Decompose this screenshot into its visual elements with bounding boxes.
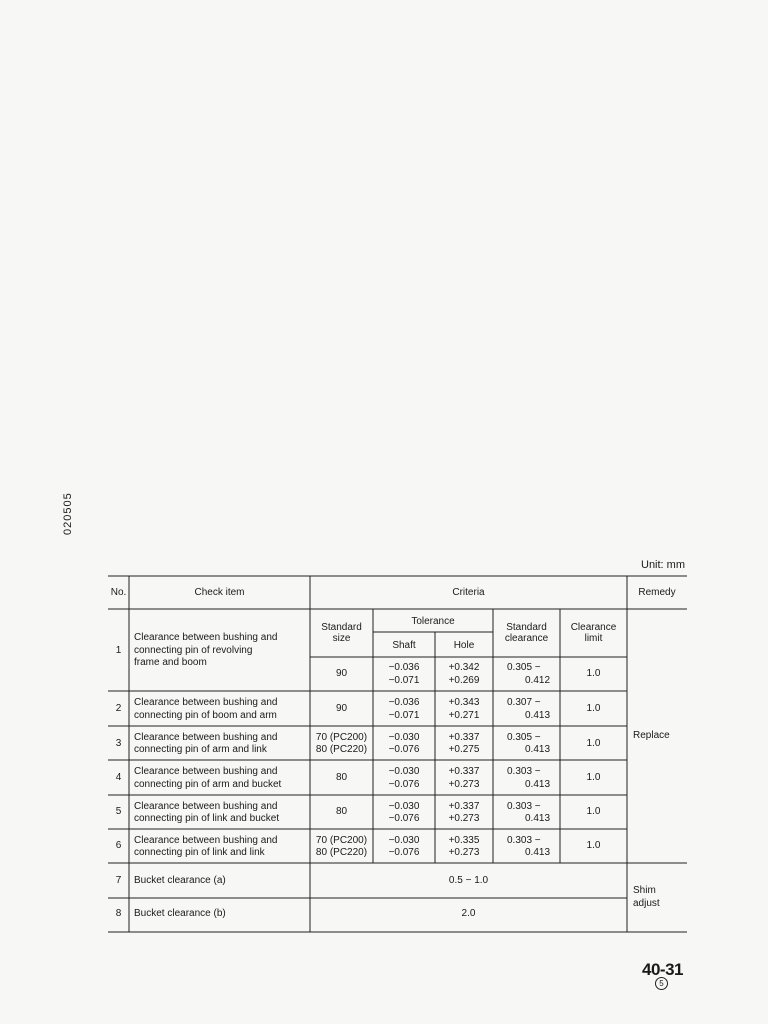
row-3-shaft-upper: −0.030 bbox=[388, 732, 420, 743]
page-number: 40-31 bbox=[642, 960, 683, 979]
row-3-limit: 1.0 bbox=[586, 738, 601, 749]
row-3-size-pc200: 70 (PC200) bbox=[315, 732, 368, 743]
header-standard-size-1: Standard bbox=[321, 622, 362, 633]
row-6-item-line-2: connecting pin of link and link bbox=[134, 847, 265, 858]
header-no: No. bbox=[110, 587, 127, 598]
unit-label: Unit: mm bbox=[641, 559, 685, 571]
row-1-no: 1 bbox=[115, 645, 122, 656]
row-8-no: 8 bbox=[115, 908, 122, 919]
row-3-hole-upper: +0.337 bbox=[448, 732, 480, 743]
row-6-shaft-upper: −0.030 bbox=[388, 835, 420, 846]
row-2-std-clearance-min: 0.307 − bbox=[507, 697, 541, 708]
row-6-hole-lower: +0.273 bbox=[448, 847, 480, 858]
row-6-limit: 1.0 bbox=[586, 840, 601, 851]
row-3-item-line-1: Clearance between bushing and bbox=[134, 732, 278, 743]
row-2-limit: 1.0 bbox=[586, 703, 601, 714]
row-4-size: 80 bbox=[335, 772, 348, 783]
row-2-shaft-upper: −0.036 bbox=[388, 697, 420, 708]
row-6-item-line-1: Clearance between bushing and bbox=[134, 835, 278, 846]
header-shaft: Shaft bbox=[392, 640, 416, 651]
row-4-std-clearance-max: 0.413 bbox=[525, 779, 551, 790]
row-7-no: 7 bbox=[115, 875, 122, 886]
row-4-item-line-2: connecting pin of arm and bucket bbox=[134, 779, 282, 790]
row-1-item-line-2: connecting pin of revolving bbox=[134, 645, 253, 656]
row-6-std-clearance-max: 0.413 bbox=[525, 847, 551, 858]
row-5-no: 5 bbox=[115, 806, 122, 817]
header-clearance-limit-1: Clearance bbox=[570, 622, 617, 633]
row-3-std-clearance-max: 0.413 bbox=[525, 744, 551, 755]
row-6-size-pc200: 70 (PC200) bbox=[315, 835, 368, 846]
row-7-criteria: 0.5 − 1.0 bbox=[448, 875, 489, 886]
row-1-hole-lower: +0.269 bbox=[448, 675, 480, 686]
header-criteria: Criteria bbox=[452, 587, 485, 598]
header-tolerance: Tolerance bbox=[411, 616, 455, 627]
row-1-shaft-upper: −0.036 bbox=[388, 662, 420, 673]
row-2-no: 2 bbox=[115, 703, 122, 714]
row-1-shaft-lower: −0.071 bbox=[388, 675, 420, 686]
row-4-item-line-1: Clearance between bushing and bbox=[134, 766, 278, 777]
row-5-hole-upper: +0.337 bbox=[448, 801, 480, 812]
row-3-std-clearance-min: 0.305 − bbox=[507, 732, 541, 743]
row-4-no: 4 bbox=[115, 772, 122, 783]
revision-mark: 5 bbox=[655, 977, 668, 990]
row-5-item-line-2: connecting pin of link and bucket bbox=[134, 813, 280, 824]
row-1-item-line-3: frame and boom bbox=[134, 657, 207, 668]
row-3-size-pc220: 80 (PC220) bbox=[315, 744, 368, 755]
row-1-hole-upper: +0.342 bbox=[448, 662, 480, 673]
row-5-item-line-1: Clearance between bushing and bbox=[134, 801, 278, 812]
row-6-shaft-lower: −0.076 bbox=[388, 847, 420, 858]
row-2-item-line-2: connecting pin of boom and arm bbox=[134, 710, 277, 721]
remedy-shim: Shim bbox=[633, 885, 656, 896]
row-1-std-clearance-min: 0.305 − bbox=[507, 662, 541, 673]
row-7-item: Bucket clearance (a) bbox=[134, 875, 226, 886]
header-remedy: Remedy bbox=[638, 587, 676, 598]
remedy-replace: Replace bbox=[633, 730, 670, 741]
row-6-hole-upper: +0.335 bbox=[448, 835, 480, 846]
row-2-hole-upper: +0.343 bbox=[448, 697, 480, 708]
row-5-hole-lower: +0.273 bbox=[448, 813, 480, 824]
row-2-item-line-1: Clearance between bushing and bbox=[134, 697, 278, 708]
row-2-shaft-lower: −0.071 bbox=[388, 710, 420, 721]
row-3-shaft-lower: −0.076 bbox=[388, 744, 420, 755]
row-5-size: 80 bbox=[335, 806, 348, 817]
row-2-hole-lower: +0.271 bbox=[448, 710, 480, 721]
row-4-hole-upper: +0.337 bbox=[448, 766, 480, 777]
row-3-hole-lower: +0.275 bbox=[448, 744, 480, 755]
document-code: 020505 bbox=[62, 492, 74, 535]
header-standard-size-2: size bbox=[332, 633, 351, 644]
row-3-no: 3 bbox=[115, 738, 122, 749]
row-4-limit: 1.0 bbox=[586, 772, 601, 783]
row-5-limit: 1.0 bbox=[586, 806, 601, 817]
header-clearance-limit-2: limit bbox=[584, 633, 603, 644]
remedy-adjust: adjust bbox=[633, 898, 660, 909]
row-5-std-clearance-max: 0.413 bbox=[525, 813, 551, 824]
row-4-hole-lower: +0.273 bbox=[448, 779, 480, 790]
row-4-shaft-upper: −0.030 bbox=[388, 766, 420, 777]
row-8-criteria: 2.0 bbox=[461, 908, 476, 919]
row-1-std-clearance-max: 0.412 bbox=[525, 675, 551, 686]
row-3-item-line-2: connecting pin of arm and link bbox=[134, 744, 267, 755]
header-hole: Hole bbox=[453, 640, 475, 651]
row-6-no: 6 bbox=[115, 840, 122, 851]
row-1-size: 90 bbox=[335, 668, 348, 679]
row-2-std-clearance-max: 0.413 bbox=[525, 710, 551, 721]
row-2-size: 90 bbox=[335, 703, 348, 714]
row-1-item-line-1: Clearance between bushing and bbox=[134, 632, 278, 643]
header-standard-clearance-2: clearance bbox=[504, 633, 549, 644]
row-4-shaft-lower: −0.076 bbox=[388, 779, 420, 790]
row-6-std-clearance-min: 0.303 − bbox=[507, 835, 541, 846]
row-1-limit: 1.0 bbox=[586, 668, 601, 679]
header-check-item: Check item bbox=[194, 587, 245, 598]
row-5-shaft-lower: −0.076 bbox=[388, 813, 420, 824]
header-standard-clearance-1: Standard bbox=[506, 622, 547, 633]
row-5-std-clearance-min: 0.303 − bbox=[507, 801, 541, 812]
row-5-shaft-upper: −0.030 bbox=[388, 801, 420, 812]
row-6-size-pc220: 80 (PC220) bbox=[315, 847, 368, 858]
row-4-std-clearance-min: 0.303 − bbox=[507, 766, 541, 777]
row-8-item: Bucket clearance (b) bbox=[134, 908, 226, 919]
